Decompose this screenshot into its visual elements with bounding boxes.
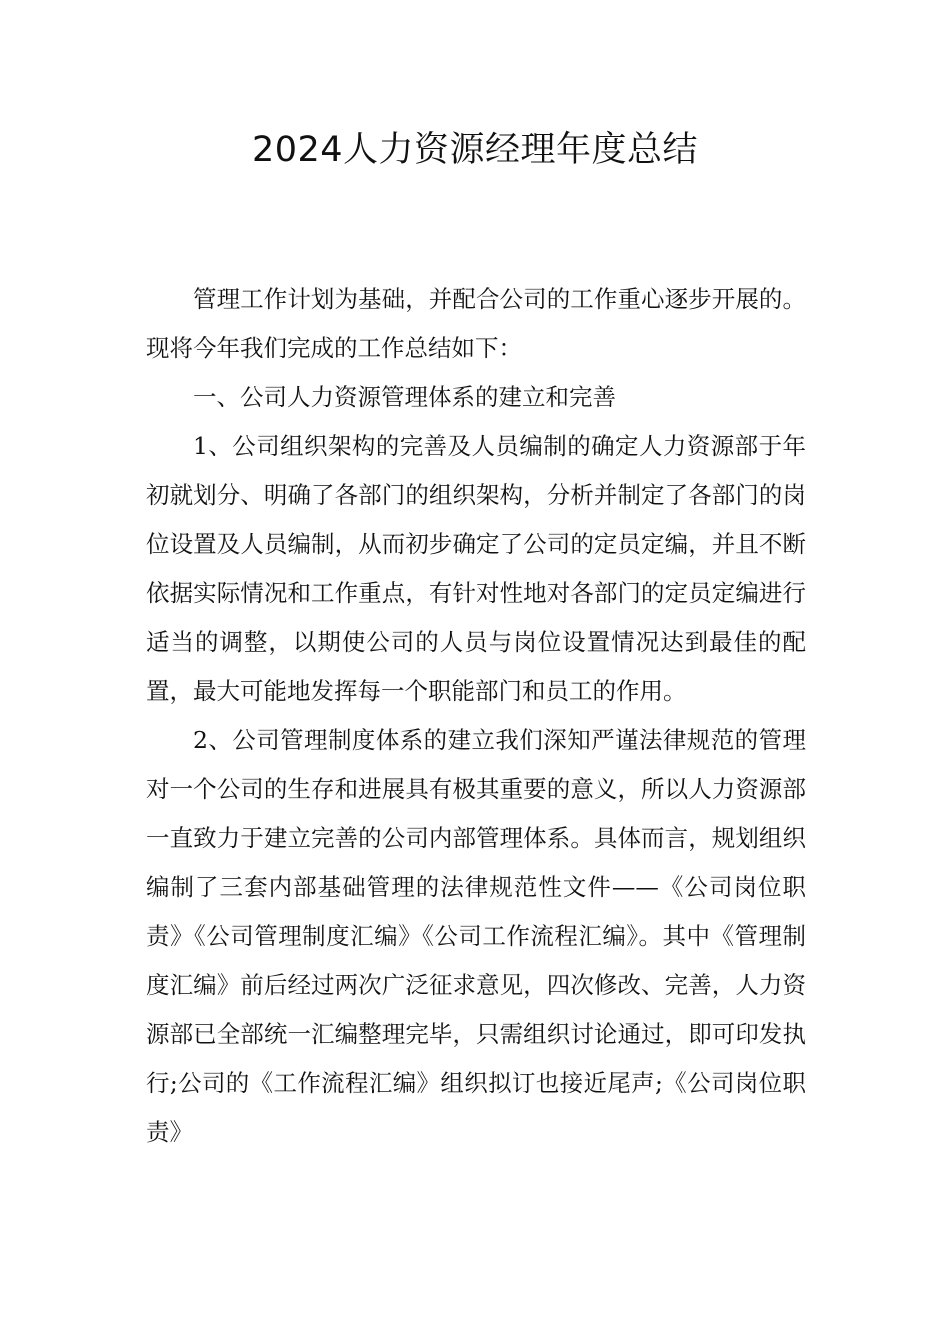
body-paragraph-1: 1、公司组织架构的完善及人员编制的确定人力资源部于年初就划分、明确了各部门的组织架构，分析并制定了各部门的岗位设置及人员编制，从而初步确定了公司的定员定编，并且不断依据实际情况和工作重点，有针对性地对各部门的定员定编进行适当的调整，以期使公司的人员与岗位设置情况达到最佳的配置，最大可能地发挥每一个职能部门和员工的作用。 [146, 432, 806, 705]
document-title: 2024人力资源经理年度总结 [251, 130, 699, 170]
document-body [146, 275, 806, 1157]
body-paragraph-2: 2、公司管理制度体系的建立我们深知严谨法律规范的管理对一个公司的生存和进展具有极其重要的意义，所以人力资源部一直致力于建立完善的公司内部管理体系。具体而言，规划组织编制了三套内部基础管理的法律规范性文件——《公司岗位职责》《公司管理制度汇编》《公司工作流程汇编》。其中《管理制度汇编》前后经过两次广泛征求意见，四次修改、完善，人力资源部已全部统一汇编整理完毕，只需组织讨论通过，即可印发执行;公司的《工作流程汇编》组织拟订也接近尾声;《公司岗位职责》 [146, 726, 806, 1146]
section-heading: 一、公司人力资源管理体系的建立和完善 [193, 383, 616, 411]
intro-paragraph: 管理工作计划为基础，并配合公司的工作重心逐步开展的。现将今年我们完成的工作总结如下： [146, 285, 806, 362]
